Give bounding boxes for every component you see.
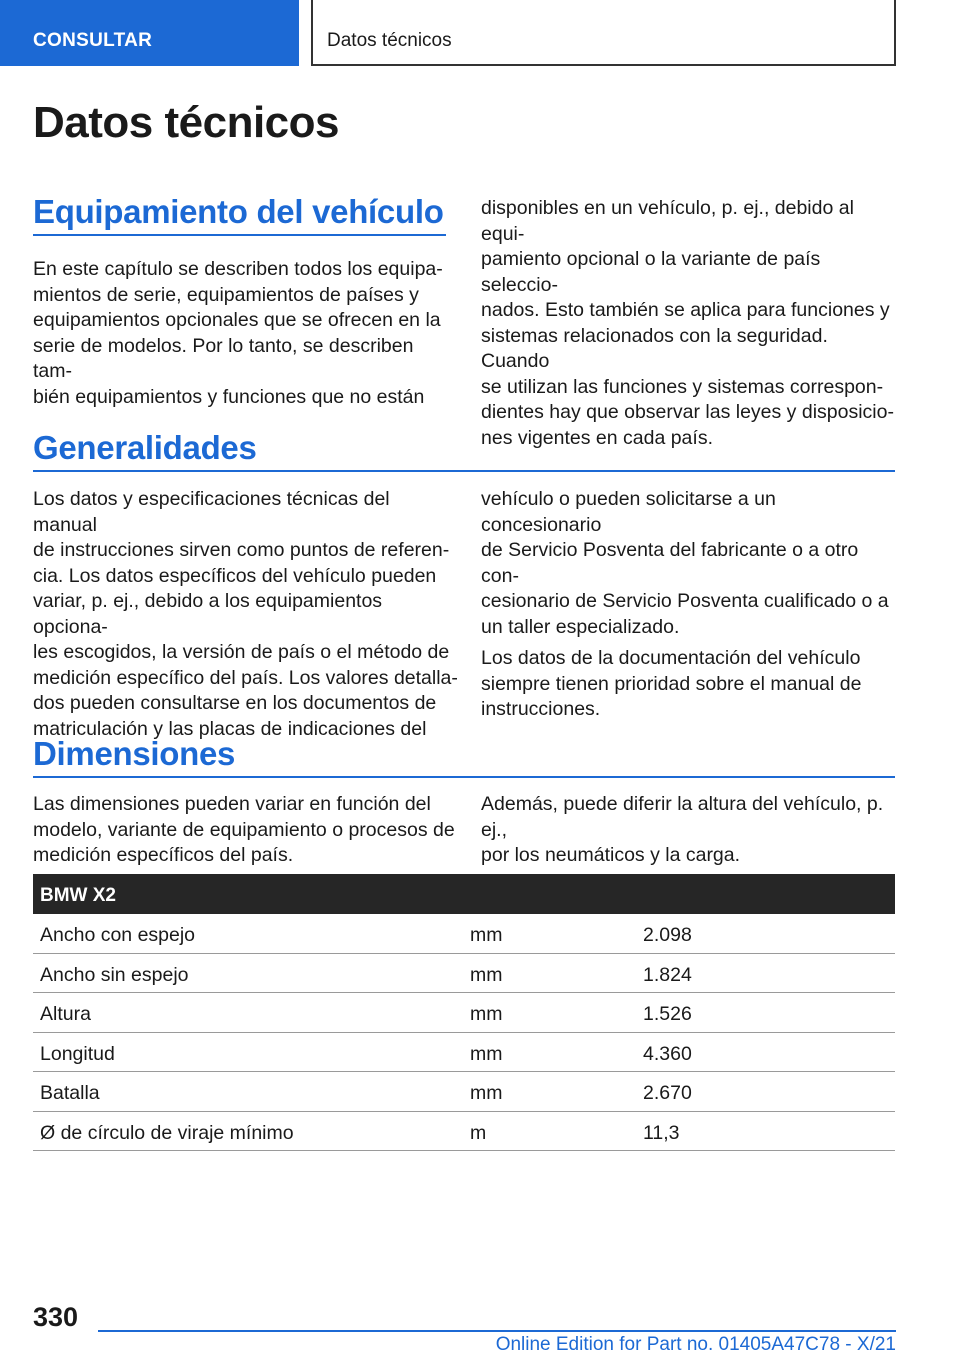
dimensiones-text-col2: Además, puede diferir la altura del vehículo, p. ej., por los neumáticos y la carga. [481, 793, 884, 866]
page-header [0, 0, 960, 66]
heading-dimensiones: Dimensiones [33, 735, 236, 772]
generalidades-col2-paragraph-2: Los datos de la documentación del vehículo siempre tienen prioridad sobre el manual de instrucciones. [481, 647, 862, 720]
heading-generalidades: Generalidades [33, 429, 257, 466]
footer-rule [98, 1330, 896, 1332]
footer-edition-link[interactable]: Online Edition for Part no. 01405A47C78 - X/21 [495, 1334, 896, 1355]
row-unit: mm [470, 963, 503, 986]
table-row [33, 1072, 895, 1112]
page-title: Datos técnicos [33, 98, 339, 147]
heading-rule-equipamiento [33, 234, 446, 236]
row-label: Ancho sin espejo [40, 963, 189, 986]
table-row [33, 1033, 895, 1073]
row-value: 1.526 [643, 1003, 692, 1025]
page-number: 330 [33, 1302, 79, 1332]
generalidades-text-col2 [481, 487, 901, 723]
row-value: 4.360 [643, 1042, 692, 1065]
tab-consultar[interactable]: CONSULTAR [0, 0, 299, 66]
heading-equipamiento: Equipamiento del vehículo [33, 193, 444, 230]
row-unit: mm [470, 1082, 503, 1104]
section-tab-label: Datos técnicos [311, 0, 896, 66]
generalidades-col2-paragraph-1: vehículo o pueden solicitarse a un concesionario de Servicio Posventa del fabricante o a otro con- cesionario de Servicio Posventa cualificado o a un taller especializado. [481, 488, 889, 638]
dimensions-table [33, 874, 895, 1151]
table-row [33, 1112, 895, 1152]
table-row [33, 914, 895, 954]
equipamiento-text-col1: En este capítulo se describen todos los equipa- mientos de serie, equipamientos de países y equipamientos opcionales que se ofrecen en la serie de modelos. Por lo tanto, se describen tam- bién equipamientos y funciones que no están [33, 258, 443, 408]
row-unit: mm [470, 1042, 503, 1065]
row-value: 1.824 [643, 963, 692, 986]
generalidades-text-col1: Los datos y especificaciones técnicas del manual de instrucciones sirven como puntos de referen- cia. Los datos específicos del vehículo pueden variar, p. ej., debido a los equipamientos opciona- les escogidos, la versión de país o el método de medición específico del país. Los valores detalla- dos pueden consultarse en los documentos de matriculación y las placas de indicaciones del [33, 488, 458, 740]
row-unit: mm [470, 924, 503, 946]
row-label: Longitud [40, 1042, 115, 1065]
table-row [33, 954, 895, 994]
row-unit: mm [470, 1003, 503, 1025]
dimensiones-text-col1: Las dimensiones pueden variar en función del modelo, variante de equipamiento o procesos de medición específicos del país. [33, 793, 455, 866]
equipamiento-text-col2: disponibles en un vehículo, p. ej., debido al equi- pamiento opcional o la variante de país seleccio- nados. Esto también se aplica para funciones y sistemas relacionados con la seguridad. Cuando se utilizan las funciones y sistemas correspon- dientes hay que observar las leyes y disposicio- nes vigentes en cada país. [481, 197, 894, 449]
heading-rule-generalidades [33, 470, 895, 472]
row-value: 2.670 [643, 1082, 692, 1104]
row-value: 11,3 [643, 1121, 680, 1144]
table-row [33, 993, 895, 1033]
heading-rule-dimensiones [33, 776, 895, 778]
row-label: Ancho con espejo [40, 924, 196, 946]
row-label: Ø de círculo de viraje mínimo [40, 1121, 294, 1144]
row-value: 2.098 [643, 924, 692, 946]
row-unit: m [470, 1121, 487, 1144]
table-title: BMW X2 [33, 874, 895, 914]
row-label: Altura [40, 1003, 91, 1025]
row-label: Batalla [40, 1082, 100, 1104]
